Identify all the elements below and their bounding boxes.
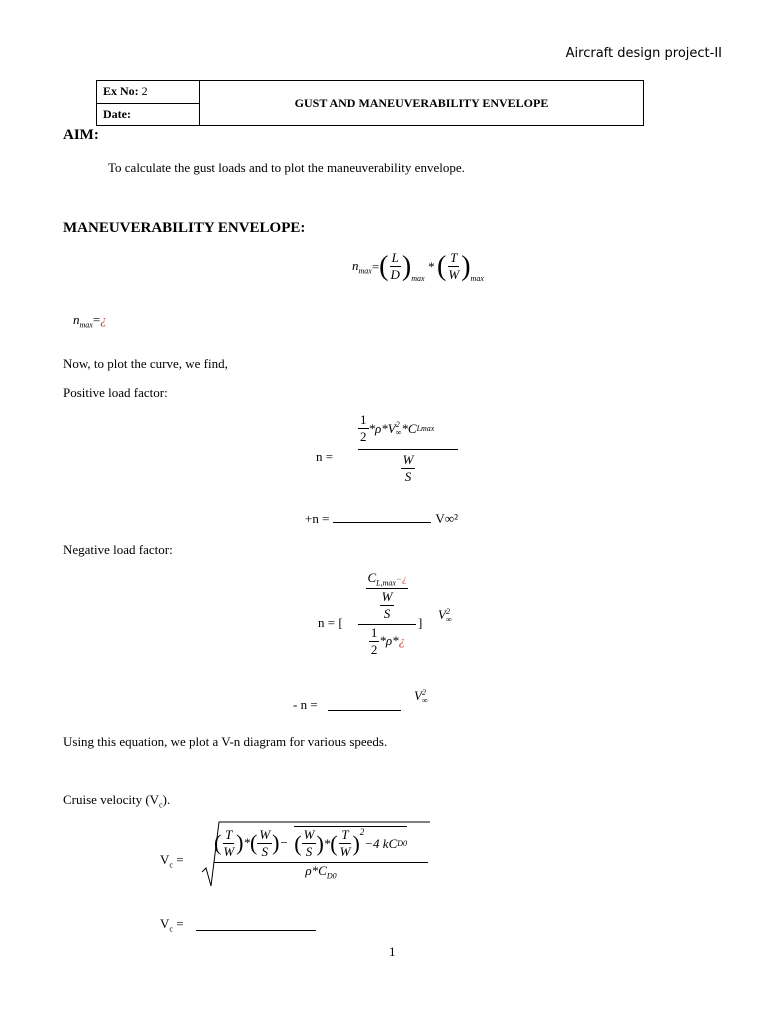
- positive-denominator: [358, 449, 458, 485]
- now-text: Now, to plot the curve, we find,: [63, 356, 228, 371]
- ld-fraction: [389, 250, 402, 283]
- paren-close: ): [461, 250, 471, 282]
- cruise-denominator: $\rho*C_{D0}$: [214, 862, 428, 881]
- cruise-formula: [214, 826, 428, 881]
- half-fraction: $\frac{1}{2}$: [360, 412, 367, 444]
- negative-formula: [358, 570, 416, 658]
- neg-n-close: ]: [418, 615, 423, 630]
- exercise-title: GUST AND MANEUVERABILITY ENVELOPE: [200, 81, 644, 126]
- blank-line: [196, 930, 316, 931]
- negative-label: Negative load factor:: [63, 542, 173, 557]
- exercise-box: [96, 80, 644, 126]
- positive-label: Positive load factor:: [63, 385, 168, 400]
- max-sub: max: [470, 274, 484, 283]
- neg-ws: $\frac{W}{S}$: [381, 588, 393, 621]
- max-sub: max: [411, 274, 425, 283]
- neg-n-open: n = [: [318, 615, 343, 630]
- equals: =: [371, 258, 380, 274]
- tw-fraction: [446, 250, 461, 283]
- page-number: 1: [389, 944, 396, 959]
- aim-heading: AIM:: [63, 127, 99, 143]
- exno-value: 2: [141, 84, 148, 99]
- frac-den: W: [448, 267, 460, 282]
- frac-num: T: [450, 250, 458, 265]
- nmax-symbol: $n_{max}$: [352, 257, 372, 276]
- n-equals: n =: [316, 449, 334, 464]
- cruise-numerator: ( $\frac{T}{W}$ ) * ( $\frac{W}{S}$ ) − ( $\frac{W}{S}$ ) * ( $\frac{T}{W}$ ) $^2$ −4 kC D0: [214, 826, 408, 859]
- nmax-value: $n_{max}=¿$: [73, 312, 107, 330]
- using-text: Using this equation, we plot a V-n diagram for various speeds.: [63, 734, 388, 749]
- frac-num: L: [391, 250, 399, 265]
- paren-close: ): [401, 250, 412, 282]
- neg-v-inf: V 2 ∞: [438, 607, 452, 625]
- positive-formula: [358, 412, 458, 485]
- blank-line: [328, 710, 401, 711]
- nmax-formula: [352, 250, 484, 283]
- minus-n-v-inf: V 2 ∞: [414, 688, 428, 706]
- positive-numerator: $\frac{1}{2}$ *ρ*V 2 ∞ *C Lmax: [360, 412, 435, 444]
- neg-denominator: $\frac{1}{2}$ *ρ* ¿: [358, 624, 416, 658]
- exno-cell: [97, 81, 200, 104]
- star: *: [427, 258, 435, 274]
- paren-open: (: [379, 250, 389, 282]
- aim-text: To calculate the gust loads and to plot the maneuverability envelope.: [108, 160, 465, 175]
- paren-open: (: [437, 250, 447, 282]
- date-label: Date:: [97, 103, 200, 126]
- running-header: Aircraft design project-II: [565, 46, 722, 61]
- neg-top-num: $C_{L,max}-¿$: [367, 570, 407, 588]
- ws-fraction: $\frac{W}{S}$: [402, 452, 414, 484]
- vc-equals: $V_c$ =: [160, 852, 184, 870]
- frac-den: D: [390, 267, 400, 282]
- minus-n-label: - n =: [293, 697, 318, 712]
- cruise-label: Cruise velocity $(V_c)$.: [63, 792, 171, 810]
- maneuver-heading: MANEUVERABILITY ENVELOPE:: [63, 220, 306, 236]
- vc-result: $V_c$ =: [160, 916, 184, 934]
- blank-line: [333, 522, 431, 523]
- exno-label: Ex No:: [103, 84, 139, 99]
- inner-sqrt: ( $\frac{W}{S}$ ) * ( $\frac{T}{W}$ ) $^2$ −4 kC D0: [294, 827, 408, 859]
- plus-n-line: +n = V∞²: [305, 511, 458, 526]
